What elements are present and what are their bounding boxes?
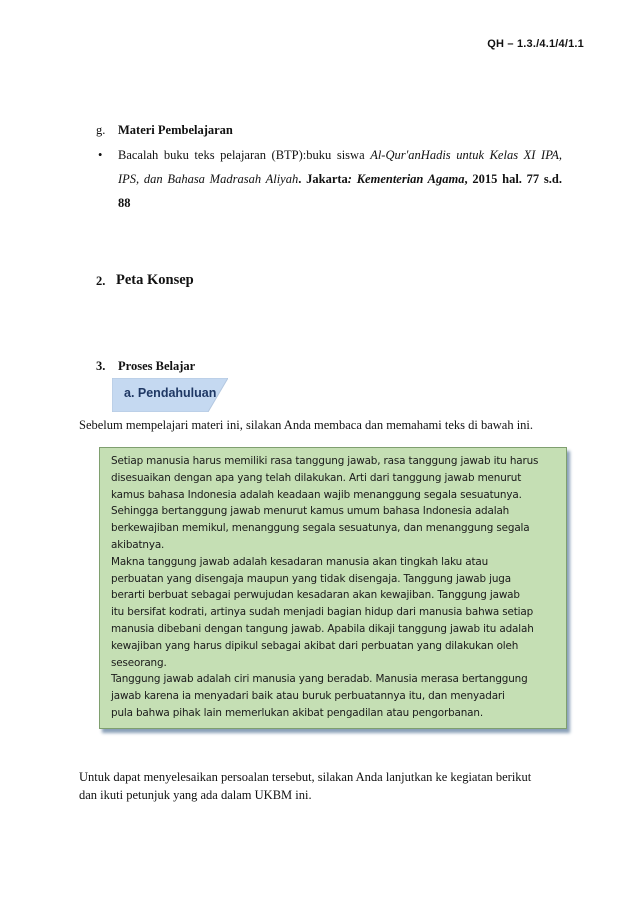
book-pages: , 2015 hal. 77 s.d. bbox=[464, 172, 562, 186]
section-3-title: Proses Belajar bbox=[118, 359, 196, 373]
book-reference-line-2 bbox=[118, 172, 562, 187]
pendahuluan-tab bbox=[112, 378, 228, 412]
reading-line: manusia dibebani dengan tangung jawab. Apabila dikaji tanggung jawab itu adalah bbox=[111, 623, 534, 635]
reading-line: pula bahwa pihak lain memerlukan akibat pengadilan atau pengorbanan. bbox=[111, 707, 483, 719]
section-2-title: Peta Konsep bbox=[116, 272, 194, 288]
section-g-title: Materi Pembelajaran bbox=[118, 123, 233, 137]
reading-line: berkewajiban memikul, menanggung segala sesuatunya, dan menanggung segala bbox=[111, 522, 530, 535]
reading-line: perbuatan yang disengaja maupun yang tidak disengaja. Tanggung jawab juga bbox=[111, 572, 511, 585]
reading-line: kamus bahasa Indonesia adalah keadaan wajib menanggung segala sesuatunya. bbox=[111, 488, 522, 501]
reading-line: berarti berbuat sebagai perwujudan kesadaran akan kewajiban. Tanggung jawab bbox=[111, 589, 520, 602]
reading-line: Setiap manusia harus memiliki rasa tanggung jawab, rasa tanggung jawab itu harus bbox=[111, 455, 539, 467]
document-code: QH – 1.3./4.1/4/1.1 bbox=[487, 38, 584, 50]
closing-text-line-1: Untuk dapat menyelesaikan persoalan tersebut, silakan Anda lanjutkan ke kegiatan berikut bbox=[79, 770, 532, 784]
reading-line: Tanggung jawab adalah ciri manusia yang beradab. Manusia merasa bertanggung bbox=[111, 673, 528, 686]
closing-text-line-2: dan ikuti petunjuk yang ada dalam UKBM ini. bbox=[79, 788, 312, 802]
reading-line: kewajiban yang harus dipikul sebagai akibat dari perbuatan yang dilakukan oleh bbox=[111, 639, 519, 652]
book-city: . Jakarta bbox=[298, 172, 348, 186]
book-title-part-1: Al-Qur'anHadis untuk Kelas XI IPA, bbox=[370, 148, 562, 162]
section-2-number: 2. bbox=[96, 274, 106, 288]
section-3-number: 3. bbox=[96, 359, 106, 373]
reading-line: itu bersifat kodrati, artinya sudah menjadi bagian hidup dari manusia bahwa setiap bbox=[111, 606, 534, 619]
book-publisher: : Kementerian Agama bbox=[347, 172, 465, 186]
bullet-icon: • bbox=[98, 148, 103, 162]
reading-line: seseorang. bbox=[111, 656, 167, 669]
book-reference-line-1 bbox=[118, 148, 562, 163]
section-letter: g. bbox=[96, 123, 106, 137]
book-title-part-2: IPS, dan Bahasa Madrasah Aliyah bbox=[118, 172, 299, 186]
reading-text-box bbox=[99, 447, 567, 729]
intro-text: Sebelum mempelajari materi ini, silakan Anda membaca dan memahami teks di bawah ini. bbox=[79, 418, 534, 432]
reading-line: disesuaikan dengan apa yang telah dilakukan. Arti dari tanggung jawab menurut bbox=[111, 471, 522, 484]
book-reference-normal: Bacalah buku teks pelajaran (BTP):buku siswa bbox=[118, 148, 371, 162]
reading-line: Makna tanggung jawab adalah kesadaran manusia akan tingkah laku atau bbox=[111, 555, 489, 568]
book-reference-line-3: 88 bbox=[118, 196, 131, 210]
reading-line: Sehingga bertanggung jawab menurut kamus umum bahasa Indonesia adalah bbox=[111, 505, 510, 518]
pendahuluan-tab-label: a. Pendahuluan bbox=[124, 386, 217, 400]
reading-line: akibatnya. bbox=[111, 539, 165, 551]
reading-line: jawab karena ia menyadari baik atau buruk perbuatannya itu, dan menyadari bbox=[111, 690, 505, 703]
